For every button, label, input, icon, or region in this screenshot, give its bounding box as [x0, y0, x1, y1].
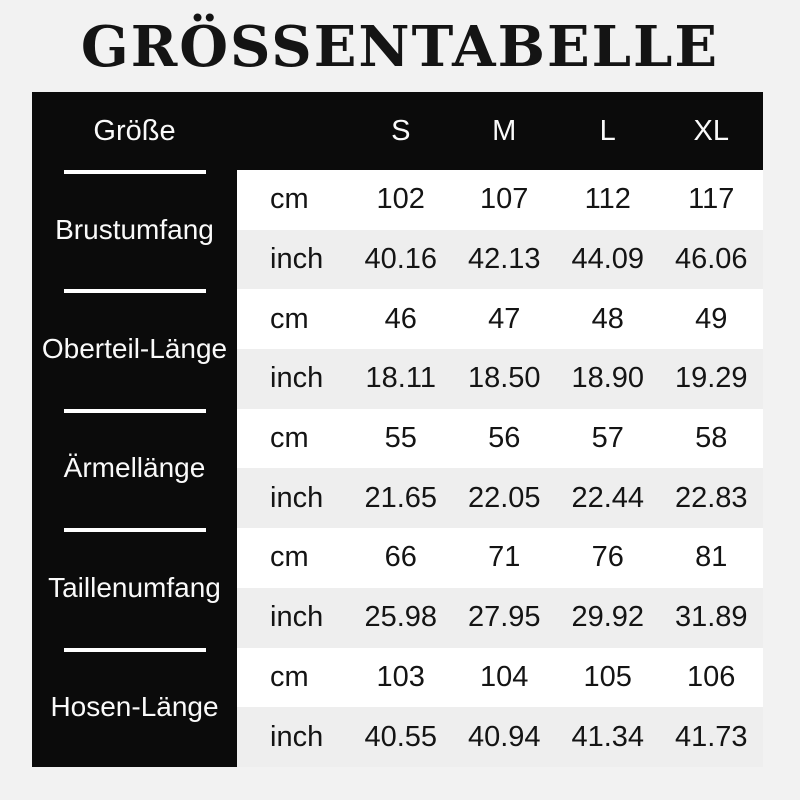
unit-label: cm	[270, 302, 309, 335]
table-cell: 29.92	[571, 601, 645, 634]
table-row	[237, 349, 763, 409]
separator-line	[64, 170, 206, 174]
unit-label: cm	[270, 422, 309, 455]
table-cell: 57	[591, 422, 624, 455]
table-row-group-taillenumfang	[32, 528, 763, 647]
table-cell: 40.94	[467, 720, 541, 753]
table-cell: 55	[384, 422, 417, 455]
table-row	[237, 588, 763, 648]
table-cell: 76	[591, 541, 624, 574]
table-cell: 47	[488, 302, 521, 335]
table-cell: 48	[591, 302, 624, 335]
table-cell: 112	[584, 183, 631, 216]
table-cell: 40.55	[364, 720, 438, 753]
group-rows	[237, 528, 763, 647]
measurement-label-text: Ärmellänge	[63, 452, 206, 484]
table-cell: 41.34	[571, 720, 645, 753]
measurement-label-text: Brustumfang	[55, 213, 214, 245]
header-size-s: S	[391, 114, 411, 147]
table-row	[237, 170, 763, 230]
table-cell: 22.05	[467, 481, 541, 514]
table-row-group-hosen-laenge	[32, 648, 763, 767]
table-cell: 22.44	[571, 481, 645, 514]
table-cell: 102	[376, 183, 425, 216]
header-size-m: M	[492, 114, 517, 147]
table-cell: 44.09	[571, 243, 645, 276]
measurement-label-text: Hosen-Länge	[50, 691, 219, 723]
separator-line	[64, 289, 206, 293]
unit-label: inch	[270, 481, 324, 514]
table-cell: 22.83	[674, 481, 748, 514]
measurement-label	[32, 170, 237, 289]
table-cell: 66	[384, 541, 417, 574]
table-cell: 56	[488, 422, 521, 455]
table-cell: 71	[488, 541, 521, 574]
group-rows	[237, 409, 763, 528]
table-cell: 107	[480, 183, 529, 216]
table-cell: 49	[695, 302, 728, 335]
unit-label: inch	[270, 243, 324, 276]
table-cell: 40.16	[364, 243, 438, 276]
table-header-row	[32, 92, 763, 170]
table-cell: 21.65	[364, 481, 438, 514]
separator-line	[64, 648, 206, 652]
table-cell: 105	[583, 660, 632, 693]
table-cell: 42.13	[467, 243, 541, 276]
table-row	[237, 707, 763, 767]
unit-label: inch	[270, 362, 324, 395]
table-row	[237, 648, 763, 708]
table-cell: 25.98	[364, 601, 438, 634]
unit-label: inch	[270, 720, 324, 753]
header-unit-spacer	[237, 92, 349, 170]
unit-label: cm	[270, 660, 309, 693]
table-cell: 41.73	[674, 720, 748, 753]
table-cell: 27.95	[467, 601, 541, 634]
group-rows	[237, 289, 763, 408]
measurement-label	[32, 648, 237, 767]
unit-label: cm	[270, 541, 309, 574]
page-title: GRÖSSENTABELLE	[80, 14, 720, 80]
measurement-label	[32, 409, 237, 528]
size-table	[32, 92, 763, 767]
table-cell: 31.89	[674, 601, 748, 634]
table-row	[237, 230, 763, 290]
table-row	[237, 409, 763, 469]
header-corner-label: Größe	[93, 114, 176, 147]
table-cell: 18.90	[571, 362, 645, 395]
table-row	[237, 468, 763, 528]
table-cell: 103	[376, 660, 425, 693]
unit-label: inch	[270, 601, 324, 634]
group-rows	[237, 648, 763, 767]
measurement-label-text: Oberteil-Länge	[41, 333, 228, 365]
table-cell: 46	[384, 302, 417, 335]
measurement-label-text: Taillenumfang	[48, 571, 221, 603]
table-cell: 81	[695, 541, 728, 574]
table-cell: 104	[480, 660, 529, 693]
table-cell: 46.06	[674, 243, 748, 276]
table-row-group-aermellaenge	[32, 409, 763, 528]
group-rows	[237, 170, 763, 289]
table-row	[237, 528, 763, 588]
separator-line	[64, 528, 206, 532]
separator-line	[64, 409, 206, 413]
table-cell: 117	[688, 183, 735, 216]
unit-label: cm	[270, 183, 309, 216]
table-cell: 19.29	[674, 362, 748, 395]
table-row-group-oberteil-laenge	[32, 289, 763, 408]
table-row-group-brustumfang	[32, 170, 763, 289]
measurement-label	[32, 528, 237, 647]
table-cell: 18.50	[467, 362, 541, 395]
table-row	[237, 289, 763, 349]
table-cell: 58	[695, 422, 728, 455]
table-cell: 106	[687, 660, 736, 693]
header-size-l: L	[599, 114, 616, 147]
table-cell: 18.11	[365, 362, 436, 395]
header-size-xl: XL	[693, 114, 729, 147]
measurement-label	[32, 289, 237, 408]
